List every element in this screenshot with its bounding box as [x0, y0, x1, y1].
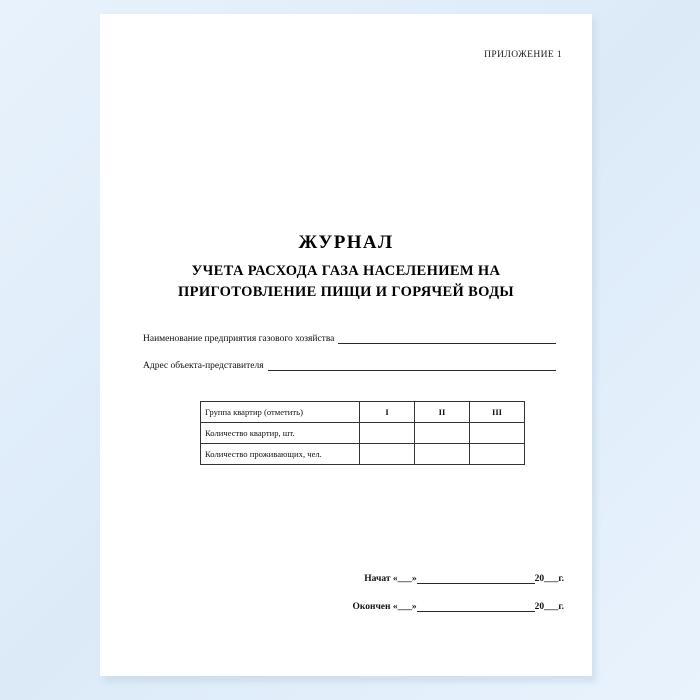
page-subtitle-line-1: УЧЕТА РАСХОДА ГАЗА НАСЕЛЕНИЕМ НА: [191, 262, 501, 279]
field-object-address-label: Адрес объекта-представителя: [143, 361, 264, 371]
footer-started-row: [352, 574, 564, 584]
table-cell-residents-3[interactable]: [470, 444, 525, 465]
page-subtitle-line-2: ПРИГОТОВЛЕНИЕ ПИЩИ И ГОРЯЧЕЙ ВОДЫ: [177, 284, 514, 301]
footer-started-line[interactable]: [417, 583, 535, 584]
apartment-groups-table: [200, 401, 525, 465]
footer-finished-year: 20___г.: [534, 602, 564, 612]
document-page: [100, 14, 592, 676]
table-cell-group-3: III: [470, 402, 525, 423]
field-enterprise-name-input[interactable]: [338, 334, 556, 344]
footer-finished-label: Окончен «___»: [352, 602, 417, 612]
footer-started-label: Начат «___»: [364, 574, 417, 584]
table-cell-residents-1[interactable]: [360, 444, 415, 465]
appendix-label: ПРИЛОЖЕНИЕ 1: [484, 50, 562, 60]
footer-dates: [352, 574, 564, 630]
page-title: ЖУРНАЛ: [298, 232, 394, 253]
table-cell-residents-2[interactable]: [415, 444, 470, 465]
field-object-address-input[interactable]: [268, 361, 556, 371]
table-row: [201, 402, 525, 423]
field-enterprise-name-label: Наименование предприятия газового хозяйства: [143, 334, 335, 344]
table-row: [201, 423, 525, 444]
table-row-label: Группа квартир (отметить): [201, 402, 360, 423]
fields-section: [143, 334, 556, 388]
footer-finished-line[interactable]: [417, 611, 535, 612]
table-cell-apartments-3[interactable]: [470, 423, 525, 444]
field-object-address: [143, 361, 556, 371]
table-row: [201, 444, 525, 465]
table-cell-apartments-2[interactable]: [415, 423, 470, 444]
table-row-label: Количество проживающих, чел.: [201, 444, 360, 465]
field-enterprise-name: [143, 334, 556, 344]
table-cell-group-1: I: [360, 402, 415, 423]
footer-started-year: 20___г.: [534, 574, 564, 584]
title-block: [100, 230, 592, 304]
table-row-label: Количество квартир, шт.: [201, 423, 360, 444]
table-cell-group-2: II: [415, 402, 470, 423]
footer-finished-row: [352, 602, 564, 612]
table-cell-apartments-1[interactable]: [360, 423, 415, 444]
